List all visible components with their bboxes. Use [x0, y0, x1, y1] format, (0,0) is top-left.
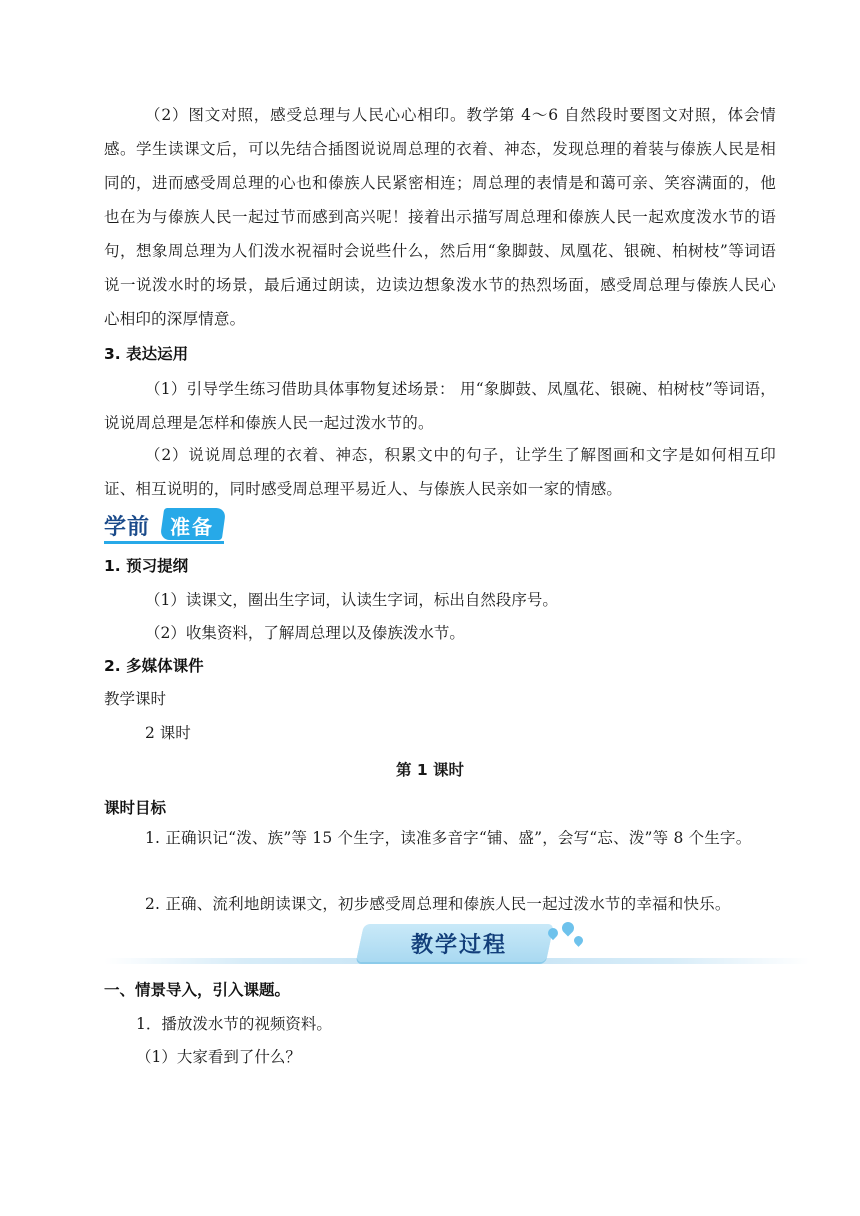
teaching-hours-value: 2 课时 [145, 724, 191, 742]
prep-badge-underline [104, 541, 224, 544]
lesson1-goal-2: 2. 正确、流利地朗读课文，初步感受周总理和傣族人民一起过泼水节的幸福和快乐。 [145, 895, 731, 913]
expression-item-1: （1）引导学生练习借助具体事物复述场景： 用“象脚鼓、凤凰花、银碗、柏树枝”等词语，说说周总理是怎样和傣族人民一起过泼水节的。 [104, 380, 776, 432]
water-drop-icon [544, 922, 594, 958]
section2-paragraph: （2）图文对照，感受总理与人民心心相印。教学第 4～6 自然段时要图文对照，体会情感。学生读课文后，可以先结合插图说说周总理的衣着、神态，发现总理的着装与傣族人民是相同的，进而感受周总理的心也和傣族人民紧密相连；周总理的表情是和蔼可亲、笑容满面的，他也在为与傣族人民一起过节而感到高兴呢！接着出示描写周总理和傣族人民一起欢度泼水节的语句，想象周总理为人们泼水祝福时会说些什么，然后用“象脚鼓、凤凰花、银碗、柏树枝”等词语说一说泼水时的场景，最后通过朗读，边读边想象泼水节的热烈场面，感受周总理与傣族人民心心相印的深厚情意。 [104, 106, 776, 328]
prep-badge-left: 学前 [104, 515, 151, 540]
prep-badge-right: 准备 [170, 515, 214, 539]
preview-item-2: （2）收集资料，了解周总理以及傣族泼水节。 [145, 624, 465, 642]
lesson1-goal-1: 1. 正确识记“泼、族”等 15 个生字，读准多音字“铺、盛”，会写“忘、泼”等 8 个生字。 [145, 829, 752, 847]
teaching-hours-label: 教学课时 [104, 690, 167, 708]
process-banner-title: 教学过程 [410, 933, 507, 958]
prep-section-badge [104, 508, 226, 544]
preview-item-1: （1）读课文，圈出生字词，认读生字词，标出自然段序号。 [145, 591, 558, 609]
lesson1-title: 第 1 课时 [395, 761, 465, 779]
step1-item-1: 1．播放泼水节的视频资料。 [136, 1015, 332, 1033]
lesson1-goals-heading: 课时目标 [104, 799, 167, 817]
process-banner [104, 920, 810, 968]
expression-item-2: （2）说说周总理的衣着、神态，积累文中的句子，让学生了解图画和文字是如何相互印证、相互说明的，同时感受周总理平易近人、与傣族人民亲如一家的情感。 [104, 446, 776, 498]
multimedia-heading: 2. 多媒体课件 [104, 657, 204, 675]
preview-heading: 1. 预习提纲 [104, 557, 189, 575]
expression-heading: 3. 表达运用 [104, 345, 189, 363]
step1-heading: 一、情景导入，引入课题。 [104, 981, 291, 999]
step1-item-2: （1）大家看到了什么？ [136, 1048, 301, 1066]
